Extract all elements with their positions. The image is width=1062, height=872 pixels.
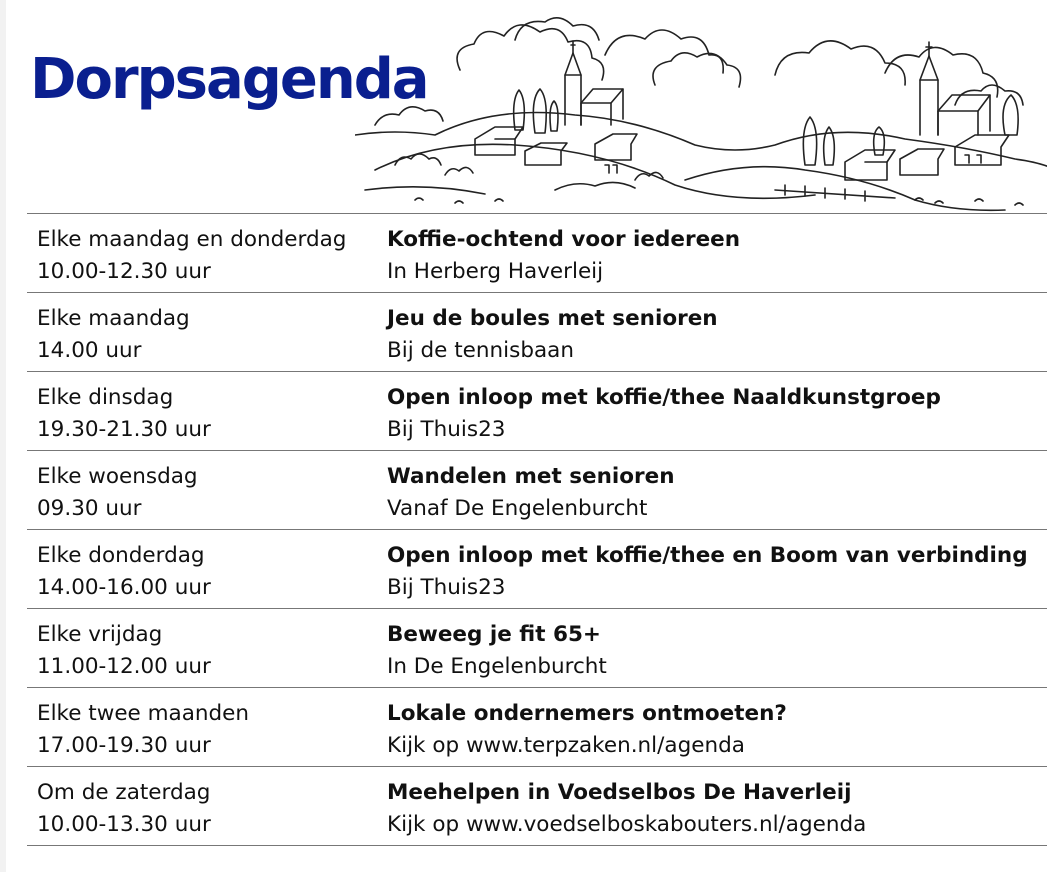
agenda-time: 11.00-12.00 uur	[37, 654, 211, 679]
village-landscape-illustration	[355, 15, 1047, 215]
agenda-row	[27, 293, 1047, 372]
agenda-when	[27, 461, 387, 529]
agenda-activity: Wandelen met senioren	[387, 464, 675, 489]
agenda-location: Vanaf De Engelenburcht	[387, 496, 648, 521]
agenda-activity: Koffie-ochtend voor iedereen	[387, 227, 741, 252]
agenda-row	[27, 530, 1047, 609]
agenda-table	[27, 213, 1047, 846]
agenda-row	[27, 688, 1047, 767]
agenda-location: Kijk op www.terpzaken.nl/agenda	[387, 733, 745, 758]
agenda-location: Bij Thuis23	[387, 417, 506, 442]
agenda-row	[27, 451, 1047, 530]
agenda-what	[387, 619, 1047, 687]
agenda-day: Elke vrijdag	[37, 622, 163, 647]
agenda-activity: Open inloop met koffie/thee Naaldkunstgroep	[387, 385, 941, 410]
agenda-activity: Open inloop met koffie/thee en Boom van verbinding	[387, 543, 1028, 568]
agenda-activity: Lokale ondernemers ontmoeten?	[387, 701, 787, 726]
agenda-time: 09.30 uur	[37, 496, 142, 521]
agenda-when	[27, 619, 387, 687]
agenda-activity: Jeu de boules met senioren	[387, 306, 718, 331]
agenda-day: Elke dinsdag	[37, 385, 174, 410]
agenda-day: Elke woensdag	[37, 464, 198, 489]
agenda-row	[27, 372, 1047, 451]
agenda-day: Elke maandag en donderdag	[37, 227, 347, 252]
agenda-row	[27, 767, 1047, 846]
agenda-what	[387, 698, 1047, 766]
agenda-time: 14.00-16.00 uur	[37, 575, 211, 600]
agenda-what	[387, 303, 1047, 371]
agenda-row	[27, 609, 1047, 688]
agenda-location: Kijk op www.voedselboskabouters.nl/agenda	[387, 812, 867, 837]
agenda-when	[27, 224, 387, 292]
agenda-row	[27, 214, 1047, 293]
page-title: Dorpsagenda	[30, 47, 428, 112]
agenda-time: 14.00 uur	[37, 338, 142, 363]
agenda-location: Bij de tennisbaan	[387, 338, 574, 363]
agenda-activity: Meehelpen in Voedselbos De Haverleij	[387, 780, 852, 805]
agenda-when	[27, 382, 387, 450]
agenda-time: 17.00-19.30 uur	[37, 733, 211, 758]
agenda-day: Elke donderdag	[37, 543, 205, 568]
agenda-when	[27, 698, 387, 766]
agenda-when	[27, 303, 387, 371]
agenda-what	[387, 382, 1047, 450]
agenda-what	[387, 777, 1047, 845]
page-edge	[0, 0, 6, 872]
agenda-when	[27, 540, 387, 608]
agenda-day: Om de zaterdag	[37, 780, 211, 805]
agenda-location: In De Engelenburcht	[387, 654, 607, 679]
agenda-what	[387, 224, 1047, 292]
agenda-day: Elke maandag	[37, 306, 190, 331]
agenda-what	[387, 540, 1047, 608]
agenda-activity: Beweeg je fit 65+	[387, 622, 601, 647]
agenda-time: 19.30-21.30 uur	[37, 417, 211, 442]
agenda-location: In Herberg Haverleij	[387, 259, 604, 284]
agenda-time: 10.00-13.30 uur	[37, 812, 211, 837]
agenda-what	[387, 461, 1047, 529]
agenda-day: Elke twee maanden	[37, 701, 250, 726]
agenda-location: Bij Thuis23	[387, 575, 506, 600]
agenda-time: 10.00-12.30 uur	[37, 259, 211, 284]
agenda-when	[27, 777, 387, 845]
